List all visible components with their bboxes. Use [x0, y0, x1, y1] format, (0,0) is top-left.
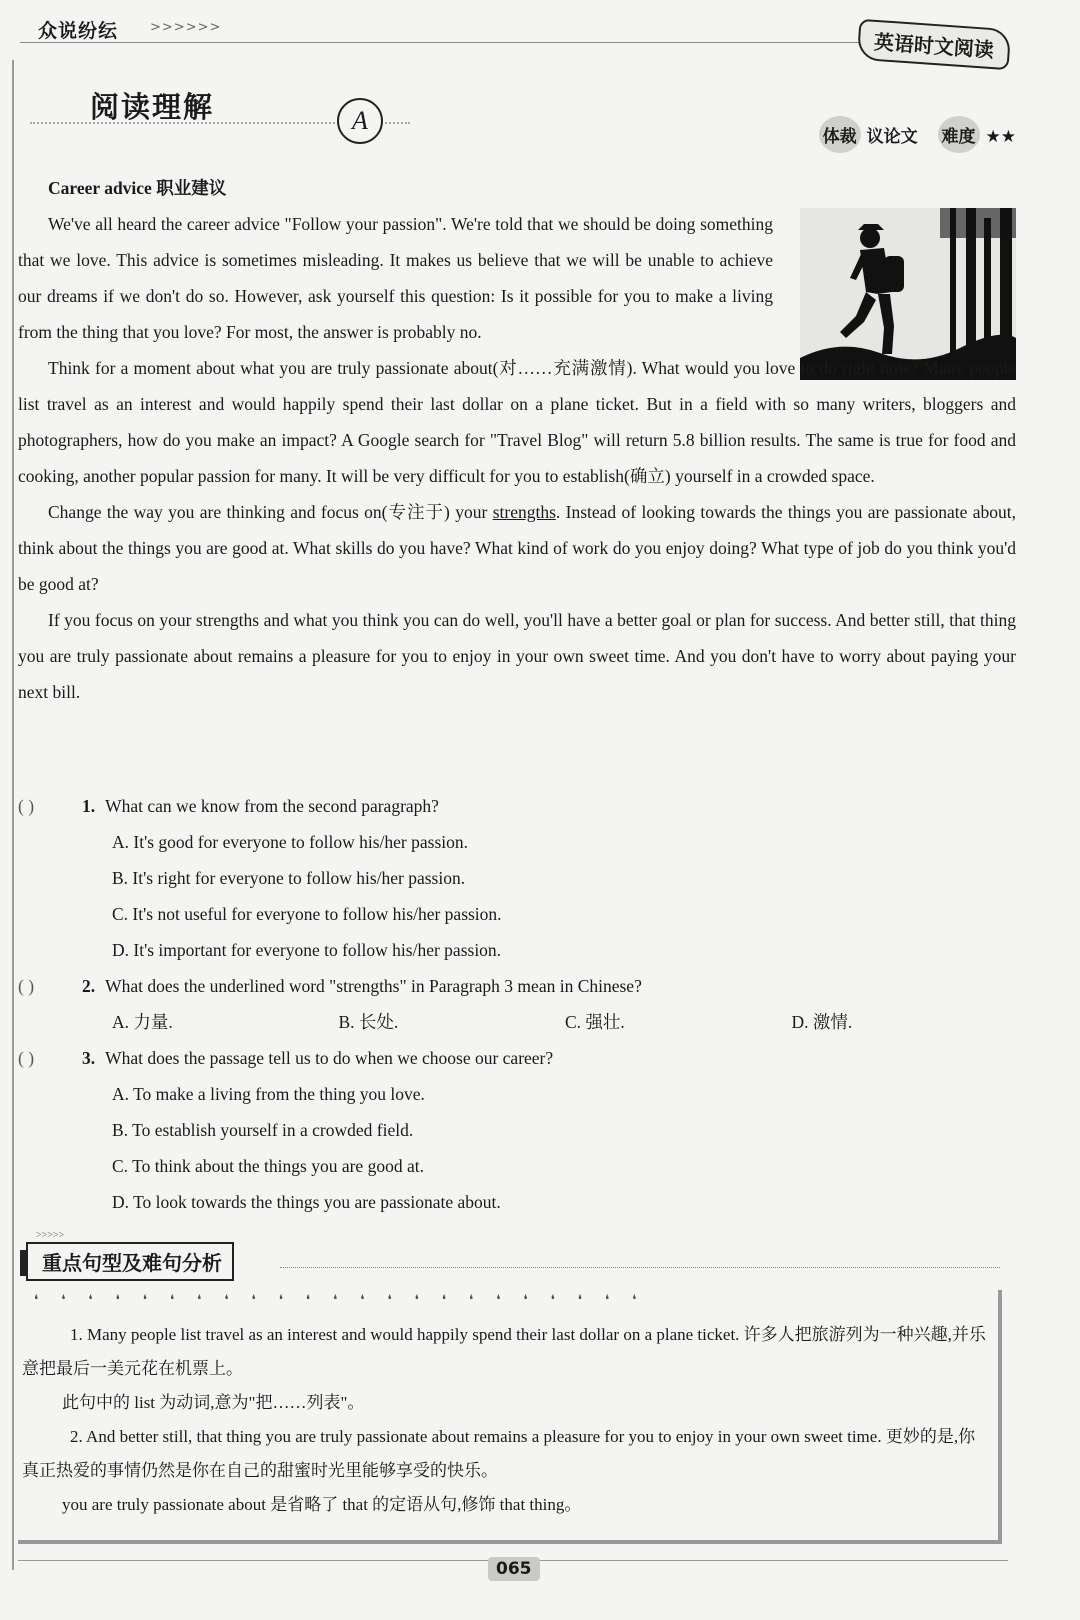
option: A. To make a living from the thing you love.	[112, 1084, 425, 1104]
question-text: What does the passage tell us to do when we choose our career?	[105, 1048, 554, 1068]
analysis-decorative-drops: ❛❛❛❛❛❛❛❛❛❛❛❛❛❛❛❛❛❛❛❛❛❛❛	[34, 1292, 660, 1307]
question-1	[18, 788, 1018, 824]
option: D. It's important for everyone to follow his/her passion.	[112, 940, 502, 960]
question-number: 2.	[82, 976, 96, 996]
passage-title: Career advice 职业建议	[48, 178, 227, 198]
paragraph-3-after: . Instead of looking towards the things you are passionate about, think about the things you are good at. What skills do you have? What kind of work do you enjoy doing? What type of job do you think you'd be good at?	[18, 502, 1016, 594]
paragraph-3	[18, 494, 1016, 602]
option: C. 强壮.	[565, 1012, 625, 1032]
analysis-note-1: 此句中的 list 为动词,意为"把……列表"。	[62, 1393, 365, 1412]
analysis-arrows: >>>>>	[36, 1230, 65, 1241]
answer-blank[interactable]: ( )	[18, 796, 35, 816]
header-column-title: 众说纷纭	[38, 20, 119, 42]
analysis-sentence-1: 1. Many people list travel as an interest and would happily spend their last dollar on a plane ticket. 许多人把旅游列为一种兴趣,并乐意把最后一美元花在机票上。	[22, 1325, 986, 1378]
question-text: What can we know from the second paragraph?	[105, 796, 439, 816]
genre-label: 体裁	[819, 116, 861, 153]
option: C. To think about the things you are good at.	[112, 1156, 424, 1176]
analysis-text	[22, 1318, 992, 1522]
paragraph-4: If you focus on your strengths and what you think you can do well, you'll have a better goal or plan for success. And better still, that thing you are truly passionate about remains a pleasure for you to enjoy in your own sweet time. And you don't have to worry about paying your next bill.	[18, 610, 1016, 702]
option: A. 力量.	[112, 1012, 173, 1032]
question-number: 1.	[82, 796, 96, 816]
header-divider	[20, 42, 960, 43]
difficulty-stars: ★★	[985, 127, 1016, 147]
answer-blank[interactable]: ( )	[18, 976, 35, 996]
left-margin-rule	[12, 60, 14, 1570]
passage-meta	[819, 116, 1016, 153]
header-arrows: >>>>>>	[150, 20, 222, 35]
option: B. To establish yourself in a crowded field.	[112, 1120, 414, 1140]
option: D. 激情.	[791, 1012, 853, 1032]
passage-label-badge: A	[337, 98, 383, 144]
analysis-sentence-2: 2. And better still, that thing you are truly passionate about remains a pleasure for you to enjoy in your own sweet time. 更妙的是,你真正热爱的事情仍然是你在自己的甜蜜时光里能够享受的快乐。	[22, 1427, 976, 1480]
analysis-dotted-rule	[280, 1267, 1000, 1268]
difficulty-label: 难度	[938, 116, 980, 153]
answer-blank[interactable]: ( )	[18, 1048, 35, 1068]
paragraph-1: We've all heard the career advice "Follow your passion". We're told that we should be doing something that we love. This advice is sometimes misleading. It makes us believe that we will be unable to achieve our dreams if we don't do so. However, ask yourself this question: Is it possible for you to make a living from the thing that you love? For most, the answer is probably no.	[18, 214, 773, 342]
passage	[18, 170, 1016, 710]
option: C. It's not useful for everyone to follow his/her passion.	[112, 904, 502, 924]
paragraph-3-before: Change the way you are thinking and focus on(专注于) your	[48, 502, 493, 522]
page-number: 065	[488, 1557, 540, 1581]
option: A. It's good for everyone to follow his/her passion.	[112, 832, 469, 852]
header-book-title: 英语时文阅读	[857, 19, 1011, 71]
question-text: What does the underlined word "strengths" in Paragraph 3 mean in Chinese?	[105, 976, 642, 996]
underlined-word-strengths: strengths	[492, 502, 556, 522]
section-title: 阅读理解	[90, 90, 215, 124]
questions	[18, 788, 1018, 1220]
option: D. To look towards the things you are passionate about.	[112, 1192, 501, 1212]
question-number: 3.	[82, 1048, 96, 1068]
analysis-title: 重点句型及难句分析	[26, 1242, 234, 1281]
option-row	[18, 1004, 1018, 1040]
option: B. 长处.	[338, 1012, 399, 1032]
genre-value: 议论文	[866, 127, 918, 147]
paragraph-2: Think for a moment about what you are truly passionate about(对……充满激情). What would you love to do right now? Many people list travel as an interest and would happily spend their last dollar on a plane ticket. But in a field with so many writers, bloggers and photographers, how do you make an impact? A Google search for "Travel Blog" will return 5.8 billion results. The same is true for food and cooking, another popular passion for many. It will be very difficult for you to establish(确立) yourself in a crowded space.	[18, 358, 1016, 486]
option: B. It's right for everyone to follow his/her passion.	[112, 868, 466, 888]
question-3	[18, 1040, 1018, 1076]
question-2	[18, 968, 1018, 1004]
analysis-note-2: you are truly passionate about 是省略了 that 的定语从句,修饰 that thing。	[62, 1495, 582, 1514]
